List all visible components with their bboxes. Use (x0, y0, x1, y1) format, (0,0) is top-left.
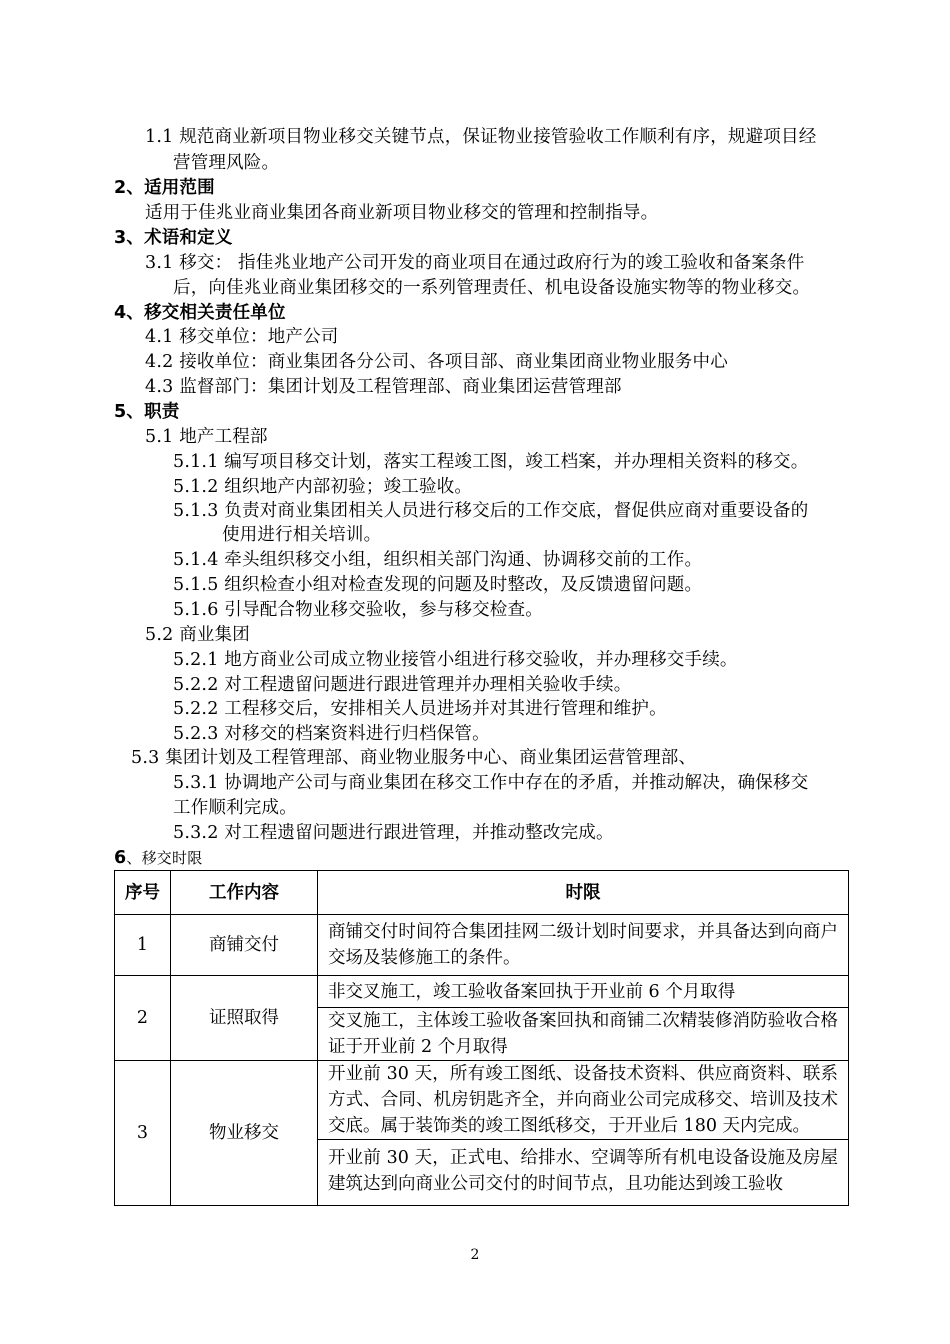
section-6-heading (114, 846, 202, 870)
row-3-content: 物业移交 (171, 1061, 318, 1206)
section-6-title: 、移交时限 (126, 849, 203, 867)
clause-5-2-2a: 5.2.2 对工程遗留问题进行跟进管理并办理相关验收手续。 (173, 675, 632, 695)
row-3-limit-2-cell (318, 1140, 849, 1206)
header-no: 序号 (115, 871, 171, 915)
clause-5-3-2: 5.3.2 对工程遗留问题进行跟进管理，并推动整改完成。 (173, 823, 614, 843)
header-content: 工作内容 (171, 871, 318, 915)
table-row (115, 976, 849, 1008)
clause-5-1-3-line1: 5.1.3 负责对商业集团相关人员进行移交后的工作交底，督促供应商对重要设备的 (173, 501, 809, 521)
section-6-number: 6 (114, 848, 127, 868)
row-2-no: 2 (115, 976, 171, 1061)
clause-5-1-4: 5.1.4 牵头组织移交小组，组织相关部门沟通、协调移交前的工作。 (173, 550, 703, 570)
clause-4-2: 4.2 接收单位：商业集团各分公司、各项目部、商业集团商业物业服务中心 (145, 352, 728, 372)
clause-4-3: 4.3 监督部门：集团计划及工程管理部、商业集团运营管理部 (145, 377, 622, 397)
table-row (115, 1061, 849, 1140)
clause-5-3-1-line2: 工作顺利完成。 (173, 798, 297, 818)
clause-5-1-title: 5.1 地产工程部 (145, 427, 268, 447)
clause-1-1-line1: 1.1 规范商业新项目物业移交关键节点，保证物业接管验收工作顺利有序，规避项目经 (145, 127, 817, 147)
row-1-content: 商铺交付 (171, 915, 318, 976)
row-1-no: 1 (115, 915, 171, 976)
header-limit: 时限 (318, 871, 849, 915)
clause-4-1: 4.1 移交单位：地产公司 (145, 327, 339, 347)
clause-5-2-1: 5.2.1 地方商业公司成立物业接管小组进行移交验收，并办理移交手续。 (173, 650, 738, 670)
row-2-limit-1: 非交叉施工，竣工验收备案回执于开业前 6 个月取得 (318, 976, 849, 1008)
time-limit-table (114, 870, 849, 1206)
clause-1-1-line2: 营管理风险。 (173, 153, 280, 173)
clause-5-1-2: 5.1.2 组织地产内部初验；竣工验收。 (173, 477, 473, 497)
page-number: 2 (470, 1247, 480, 1263)
row-3-no: 3 (115, 1061, 171, 1206)
section-2-heading: 2、适用范围 (114, 178, 215, 198)
row-1-limit: 商铺交付时间符合集团挂网二级计划时间要求，并具备达到向商户交场及装修施工的条件。 (318, 915, 849, 976)
clause-5-1-1: 5.1.1 编写项目移交计划，落实工程竣工图，竣工档案，并办理相关资料的移交。 (173, 452, 809, 472)
clause-5-2-3: 5.2.3 对移交的档案资料进行归档保管。 (173, 724, 490, 744)
section-2-text: 适用于佳兆业商业集团各商业新项目物业移交的管理和控制指导。 (145, 203, 659, 223)
clause-5-2-2b: 5.2.2 工程移交后，安排相关人员进场并对其进行管理和维护。 (173, 699, 667, 719)
row-2-limit-2: 交叉施工，主体竣工验收备案回执和商铺二次精装修消防验收合格证于开业前 2 个月取得 (318, 1008, 849, 1061)
clause-5-3-1-line1: 5.3.1 协调地产公司与商业集团在移交工作中存在的矛盾，并推动解决，确保移交 (173, 773, 809, 793)
row-3-limit-2: 开业前 30 天，正式电、给排水、空调等所有机电设备设施及房屋建筑达到向商业公司交付的时间节点，且功能达到竣工验收 (328, 1148, 838, 1194)
section-3-heading: 3、术语和定义 (114, 228, 233, 248)
clause-5-1-6: 5.1.6 引导配合物业移交验收，参与移交检查。 (173, 600, 543, 620)
clause-3-1-line1: 3.1 移交： 指佳兆业地产公司开发的商业项目在通过政府行为的竣工验收和备案条件 (145, 253, 805, 273)
clause-5-3-title: 5.3 集团计划及工程管理部、商业物业服务中心、商业集团运营管理部、 (131, 748, 697, 768)
clause-3-1-line2: 后，向佳兆业商业集团移交的一系列管理责任、机电设备设施实物等的物业移交。 (173, 278, 811, 298)
table-row (115, 915, 849, 976)
table-header-row (115, 871, 849, 915)
clause-5-1-5: 5.1.5 组织检查小组对检查发现的问题及时整改，及反馈遗留问题。 (173, 575, 703, 595)
row-3-limit-1: 开业前 30 天，所有竣工图纸、设备技术资料、供应商资料、联系方式、合同、机房钥匙齐全，并向商业公司完成移交、培训及技术交底。属于装饰类的竣工图纸移交，于开业后 180 天内完成。 (318, 1061, 849, 1140)
row-2-content: 证照取得 (171, 976, 318, 1061)
clause-5-2-title: 5.2 商业集团 (145, 625, 250, 645)
section-4-heading: 4、移交相关责任单位 (114, 303, 286, 323)
clause-5-1-3-line2: 使用进行相关培训。 (222, 525, 382, 545)
section-5-heading: 5、职责 (114, 402, 180, 422)
